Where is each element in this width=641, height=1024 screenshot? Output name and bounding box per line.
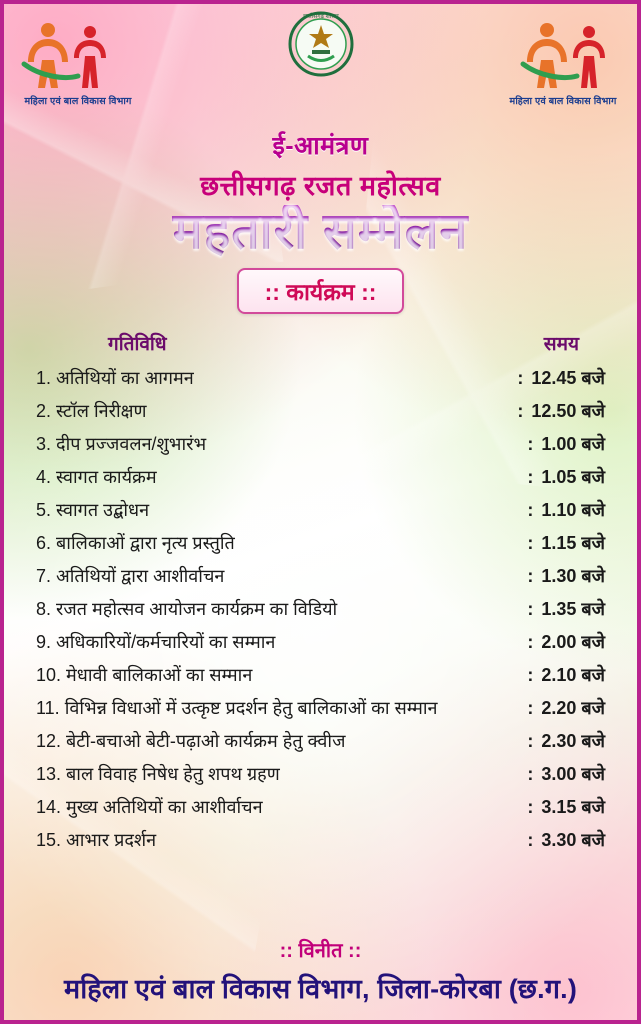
row-activity: 14. मुख्य अतिथियों का आशीर्वाचन [36, 797, 263, 817]
row-time: : 1.05 बजे [527, 467, 605, 487]
row-time: : 3.30 बजे [527, 830, 605, 850]
row-time: : 3.15 बजे [527, 797, 605, 817]
event-subtitle: छत्तीसगढ़ रजत महोत्सव [200, 171, 441, 201]
table-row [30, 362, 611, 395]
table-row [30, 725, 611, 758]
row-time: : 1.35 बजे [527, 599, 605, 619]
table-header-row [30, 330, 611, 362]
row-activity: 15. आभार प्रदर्शन [36, 830, 157, 850]
row-activity: 11. विभिन्न विधाओं में उत्कृष्ट प्रदर्शन हेतु बालिकाओं का सम्मान [36, 698, 438, 718]
row-activity: 6. बालिकाओं द्वारा नृत्य प्रस्तुति [36, 533, 235, 553]
state-emblem-icon [282, 10, 360, 82]
row-time: : 2.30 बजे [527, 731, 605, 751]
row-activity: 4. स्वागत कार्यक्रम [36, 467, 157, 487]
table-row [30, 758, 611, 791]
table-row [30, 824, 611, 857]
row-time: : 1.10 बजे [527, 500, 605, 520]
table-row [30, 791, 611, 824]
table-row [30, 560, 611, 593]
row-time: : 2.20 बजे [527, 698, 605, 718]
table-row [30, 527, 611, 560]
row-time: : 2.10 बजे [527, 665, 605, 685]
table-row [30, 626, 611, 659]
footer-vinit: :: विनीत :: [279, 940, 362, 962]
table-row [30, 692, 611, 725]
row-time: : 1.15 बजे [527, 533, 605, 553]
logo-right-caption: महिला एवं बाल विकास विभाग [509, 96, 617, 107]
women-child-development-logo-icon [499, 18, 627, 92]
row-time: : 12.45 बजे [517, 368, 605, 388]
row-activity: 13. बाल विवाह निषेध हेतु शपथ ग्रहण [36, 764, 280, 784]
table-row [30, 428, 611, 461]
row-time: : 2.00 बजे [527, 632, 605, 652]
table-row [30, 593, 611, 626]
row-activity: 10. मेधावी बालिकाओं का सम्मान [36, 665, 253, 685]
footer-department: महिला एवं बाल विकास विभाग, जिला-कोरबा (छ.ग.) [63, 974, 578, 1004]
program-schedule-table [30, 330, 611, 857]
program-badge: :: कार्यक्रम :: [237, 268, 405, 314]
table-row [30, 494, 611, 527]
table-row [30, 395, 611, 428]
row-activity: 1. अतिथियों का आगमन [36, 368, 194, 388]
row-time: : 3.00 बजे [527, 764, 605, 784]
row-time: : 1.30 बजे [527, 566, 605, 586]
table-row [30, 659, 611, 692]
row-time: : 1.00 बजे [527, 434, 605, 454]
invite-label: ई-आमंत्रण [272, 132, 369, 160]
svg-text:छत्तीसगढ़ शासन: छत्तीसगढ़ शासन [302, 14, 339, 20]
logo-left-caption: महिला एवं बाल विकास विभाग [24, 96, 132, 107]
row-activity: 5. स्वागत उद्बोधन [36, 500, 150, 520]
logo-right [499, 18, 627, 107]
row-activity: 3. दीप प्रज्जवलन/शुभारंभ [36, 434, 207, 454]
poster-header [4, 4, 637, 146]
table-row [30, 461, 611, 494]
logo-left [14, 18, 142, 107]
row-activity: 9. अधिकारियों/कर्मचारियों का सम्मान [36, 632, 276, 652]
row-activity: 12. बेटी-बचाओ बेटी-पढ़ाओ कार्यक्रम हेतु क्वीज [36, 731, 346, 751]
women-child-development-logo-icon [14, 18, 142, 92]
table-body [30, 362, 611, 857]
row-time: : 12.50 बजे [517, 401, 605, 421]
row-activity: 2. स्टॉल निरीक्षण [36, 401, 147, 421]
row-activity: 7. अतिथियों द्वारा आशीर्वाचन [36, 566, 225, 586]
row-activity: 8. रजत महोत्सव आयोजन कार्यक्रम का विडियो [36, 599, 338, 619]
title-block [4, 128, 637, 314]
column-header-time: समय [543, 333, 579, 355]
state-emblem [277, 10, 365, 87]
page-title: महतारी सम्मेलन [4, 205, 637, 258]
column-header-activity: गतिविधि [108, 333, 167, 355]
poster-footer [4, 936, 637, 1006]
